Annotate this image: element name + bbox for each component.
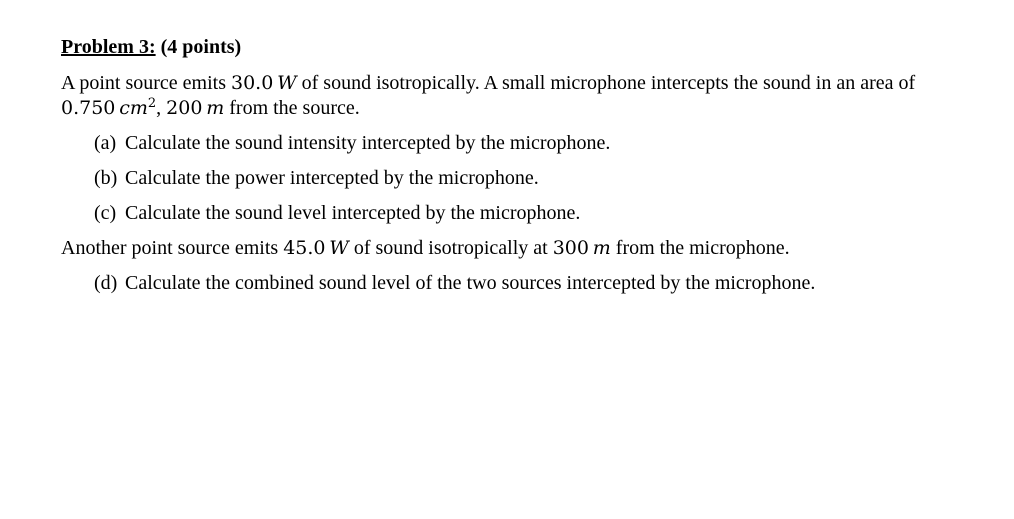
part-marker: (c): [94, 202, 117, 224]
part-marker: (b): [94, 167, 118, 189]
part-text: Calculate the power intercepted by the microphone.: [125, 167, 539, 189]
parts-list: [94, 131, 961, 226]
problem-label: Problem 3:: [61, 36, 156, 58]
part-text: Calculate the sound intensity intercepted by the microphone.: [125, 132, 611, 154]
area-value: 0.750 $cm^2$: [61, 96, 157, 119]
parts-list-2: [94, 271, 961, 296]
second-text-1: Another point source emits: [61, 237, 284, 259]
intro-text-1: A point source emits: [61, 72, 231, 94]
problem-points: (4 points): [160, 36, 242, 58]
part-marker: (a): [94, 132, 117, 154]
intro-paragraph: [61, 71, 961, 121]
distance-value-2: 300 m: [552, 237, 611, 259]
power-value-2: 45.0 W: [283, 237, 349, 259]
part-text: Calculate the combined sound level of the two sources intercepted by the microphone.: [125, 272, 816, 294]
intro-text-2: of sound isotropically. A small microphone intercepts the sound in an area of: [296, 72, 916, 94]
list-item: [94, 166, 961, 191]
intro-text-4: from the source.: [224, 97, 360, 119]
list-item: [94, 201, 961, 226]
list-item: [94, 131, 961, 156]
intro-text-3: ,: [156, 97, 167, 119]
power-value-1: 30.0 W: [230, 72, 297, 94]
problem-document: [61, 34, 961, 306]
part-marker: (d): [94, 272, 118, 294]
part-text: Calculate the sound level intercepted by the microphone.: [125, 202, 581, 224]
problem-heading: [61, 34, 961, 61]
second-text-2: of sound isotropically at: [348, 237, 553, 259]
list-item: [94, 271, 961, 296]
distance-value-1: 200 m: [166, 97, 225, 119]
second-text-3: from the microphone.: [610, 237, 790, 259]
second-source-paragraph: [61, 236, 961, 261]
